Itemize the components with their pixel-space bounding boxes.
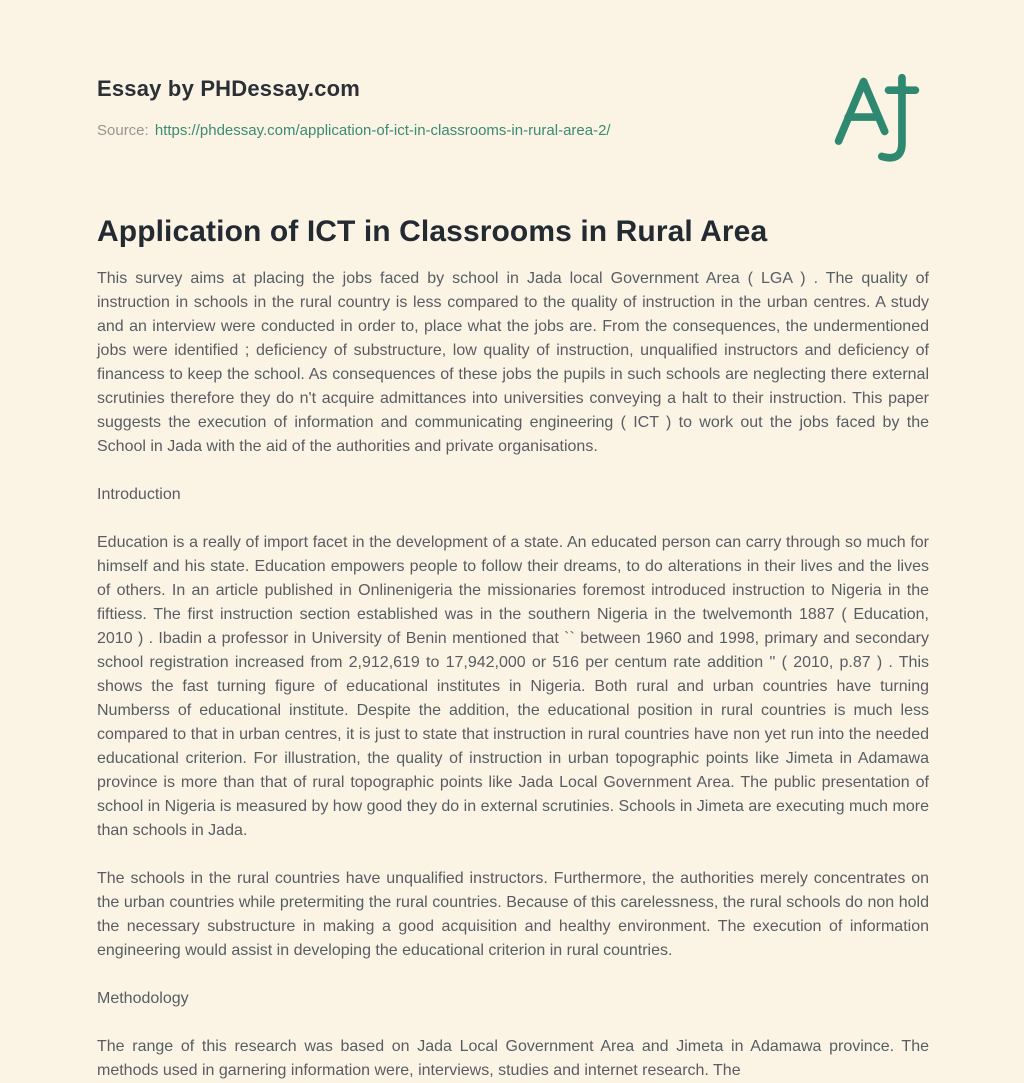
essay-body bbox=[97, 267, 929, 1083]
section-heading-methodology: Methodology bbox=[97, 990, 189, 1007]
paragraph-rural-schools: The schools in the rural countries have unqualified instructors. Furthermore, the authorities merely concentrates on the urban countries while pretermiting the rural countries. Because of this carelessness, the rural schools do non hold the necessary substructure in making a good acquisition and healthy environment. The execution of information engineering would assist in developing the educational criterion in rural countries. bbox=[97, 870, 929, 959]
section-heading-introduction: Introduction bbox=[97, 486, 181, 503]
phdessay-logo-icon bbox=[825, 70, 929, 166]
essay-title: Application of ICT in Classrooms in Rural Area bbox=[97, 215, 768, 248]
paragraph-introduction: Education is a really of import facet in the development of a state. An educated person can carry through so much for himself and his state. Education empowers people to follow their dreams, to do alterations in their lives and the lives of others. In an article published in Onlinenigeria the missionaries foremost introduced instruction to Nigeria in the fiftiess. The first instruction section established was in the southern Nigeria in the twelvemonth 1887 ( Education, 2010 ) . Ibadin a professor in University of Benin mentioned that `` between 1960 and 1998, primary and secondary school registration increased from 2,912,619 to 17,942,000 or 516 per centum rate addition '' ( 2010, p.87 ) . This shows the fast turning figure of educational institutes in Nigeria. Both rural and urban countries have turning Numberss of educational institute. Despite the addition, the educational position in rural countries is much less compared to that in urban centres, it is just to state that instruction in rural countries have non yet run into the needed educational criterion. For illustration, the quality of instruction in urban topographic points like Jimeta in Adamawa province is more than that of rural topographic points like Jada Local Government Area. The public presentation of school in Nigeria is measured by how good they do in external scrutinies. Schools in Jimeta are executing much more than schools in Jada. bbox=[97, 534, 929, 839]
source-line bbox=[97, 122, 929, 139]
source-url-link[interactable]: https://phdessay.com/application-of-ict-in-classrooms-in-rural-area-2/ bbox=[154, 122, 611, 139]
paragraph-methodology: The range of this research was based on Jada Local Government Area and Jimeta in Adamawa province. The methods used in garnering information were, interviews, studies and internet research. The bbox=[97, 1038, 929, 1079]
logo-a-stroke bbox=[839, 82, 885, 142]
header bbox=[97, 76, 929, 139]
paragraph-abstract: This survey aims at placing the jobs faced by school in Jada local Government Area ( LGA ) . The quality of instruction in schools in the rural country is less compared to the quality of instruction in the urban centres. A study and an interview were conducted in order to, place what the jobs are. From the consequences, the undermentioned jobs were identified ; deficiency of substructure, low quality of instruction, unqualified instructors and deficiency of financess to keep the school. As consequences of these jobs the pupils in such schools are neglecting there external scrutinies therefore they do n't acquire admittances into universities conveying a halt to their instruction. This paper suggests the execution of information and communicating engineering ( ICT ) to work out the jobs faced by the School in Jada with the aid of the authorities and private organisations. bbox=[97, 270, 929, 455]
source-label: Source: bbox=[97, 122, 149, 139]
essay-content bbox=[97, 0, 929, 1083]
site-brand: Essay by PHDessay.com bbox=[97, 76, 361, 101]
